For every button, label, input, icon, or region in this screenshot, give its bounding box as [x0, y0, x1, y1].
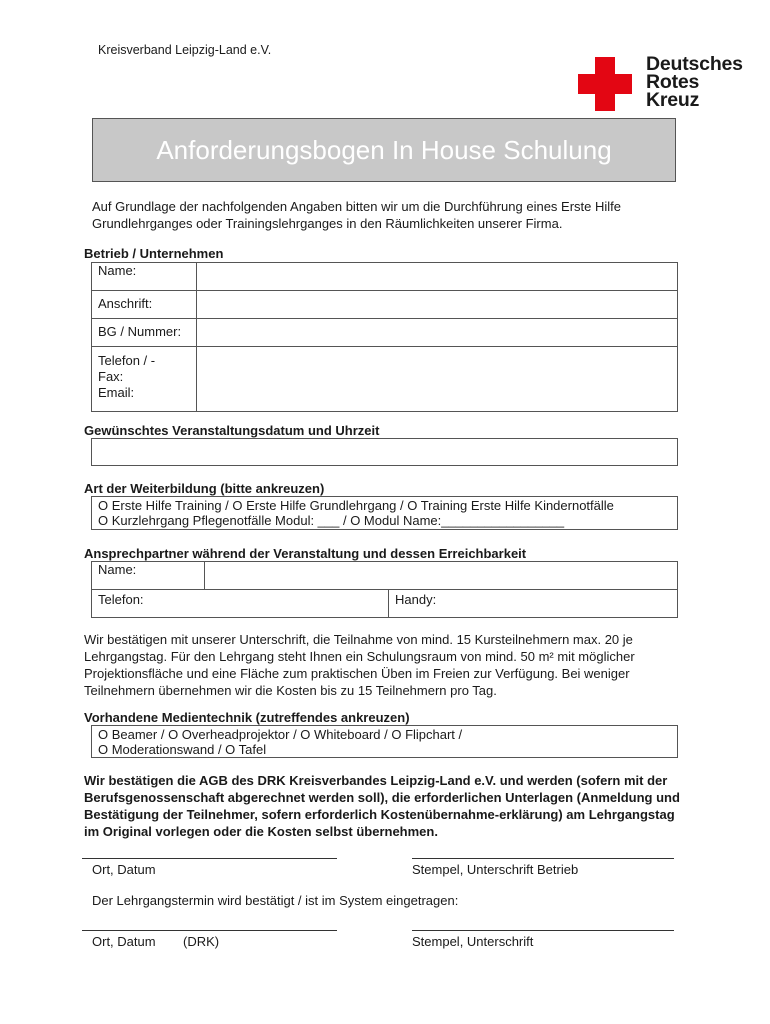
contact-name-label: Name:	[98, 562, 137, 577]
contact-table	[91, 561, 678, 618]
company-signature-line[interactable]	[412, 858, 674, 859]
drk-label: (DRK)	[183, 934, 220, 949]
phone-label: Telefon / -	[98, 353, 156, 368]
page-title: Anforderungsbogen In House Schulung	[156, 134, 612, 165]
page-title-box	[92, 118, 676, 182]
address-label: Anschrift:	[98, 296, 153, 311]
media-options[interactable]	[91, 725, 678, 758]
company-name-field[interactable]	[197, 263, 678, 291]
company-table	[91, 262, 678, 412]
bg-number-field[interactable]	[197, 319, 678, 347]
date-heading: Gewünschtes Veranstaltungsdatum und Uhrzeit	[84, 423, 380, 438]
contact-mobile-label: Handy:	[395, 592, 437, 607]
confirmation-note: Der Lehrgangstermin wird bestätigt / ist im System eingetragen:	[92, 893, 459, 908]
drk-place-date-label: Ort, Datum	[92, 934, 156, 949]
training-heading: Art der Weiterbildung (bitte ankreuzen)	[84, 481, 325, 496]
company-address-field[interactable]	[197, 291, 678, 319]
drk-place-date-line[interactable]	[82, 930, 337, 931]
contact-name-field[interactable]	[205, 562, 678, 590]
drk-signature-label: Stempel, Unterschrift	[412, 934, 534, 949]
agb-confirmation: Wir bestätigen die AGB des DRK Kreisverbandes Leipzig-Land e.V. und werden (sofern mit der Berufsgenossenschaft abgerechnet werden soll), die erforderlichen Unterlagen (Anmeldung und Bestätigung der Teilnehmer, sofern erforderlich Kostenübernahme-erklärung) am Lehrgangstag im Original vorlegen oder die Kosten selbst übernehmen.	[84, 773, 680, 839]
email-label: Email:	[98, 385, 135, 400]
training-options-line-1[interactable]: O Erste Hilfe Training / O Erste Hilfe Grundlehrgang / O Training Erste Hilfe Kindernotfälle	[98, 498, 614, 513]
organization-name: Kreisverband Leipzig-Land e.V.	[98, 43, 272, 57]
intro-text: Auf Grundlage der nachfolgenden Angaben bitten wir um die Durchführung eines Erste Hilfe Grundlehrganges oder Trainingslehrganges in den Räumlichkeiten unserer Firma.	[92, 199, 621, 231]
place-date-label: Ort, Datum	[92, 862, 156, 877]
media-options-line-2[interactable]: O Moderationswand / O Tafel	[98, 742, 267, 757]
contact-phone-label: Telefon:	[98, 592, 144, 607]
logo-text: Deutsches Rotes Kreuz	[646, 53, 743, 111]
media-heading: Vorhandene Medientechnik (zutreffendes ankreuzen)	[84, 710, 410, 725]
drk-signature-line[interactable]	[412, 930, 674, 931]
training-options[interactable]	[91, 496, 678, 530]
media-options-line-1[interactable]: O Beamer / O Overheadprojektor / O Whiteboard / O Flipchart /	[98, 727, 463, 742]
name-label: Name:	[98, 263, 137, 278]
company-heading: Betrieb / Unternehmen	[84, 246, 224, 261]
contact-heading: Ansprechpartner während der Veranstaltung und dessen Erreichbarkeit	[84, 546, 527, 561]
training-options-line-2[interactable]: O Kurzlehrgang Pflegenotfälle Modul: ___ / O Modul Name:_________________	[98, 513, 565, 528]
fax-label: Fax:	[98, 369, 124, 384]
place-date-line[interactable]	[82, 858, 337, 859]
date-field[interactable]	[91, 438, 678, 466]
bg-number-label: BG / Nummer:	[98, 324, 182, 339]
contact-details-field[interactable]	[197, 347, 678, 412]
participation-confirmation: Wir bestätigen mit unserer Unterschrift, die Teilnahme von mind. 15 Kursteilnehmern max. 20 je Lehrgangstag. Für den Lehrgang steht Ihnen ein Schulungsraum von mind. 50 m² mit möglicher Projektionsfläche und eine Fläche zum praktischen Üben im Freien zur Verfügung. Bei weniger Teilnehmern übernehmen wir die Kosten bis zu 15 Teilnehmern pro Tag.	[84, 632, 635, 698]
company-signature-label: Stempel, Unterschrift Betrieb	[412, 862, 579, 877]
